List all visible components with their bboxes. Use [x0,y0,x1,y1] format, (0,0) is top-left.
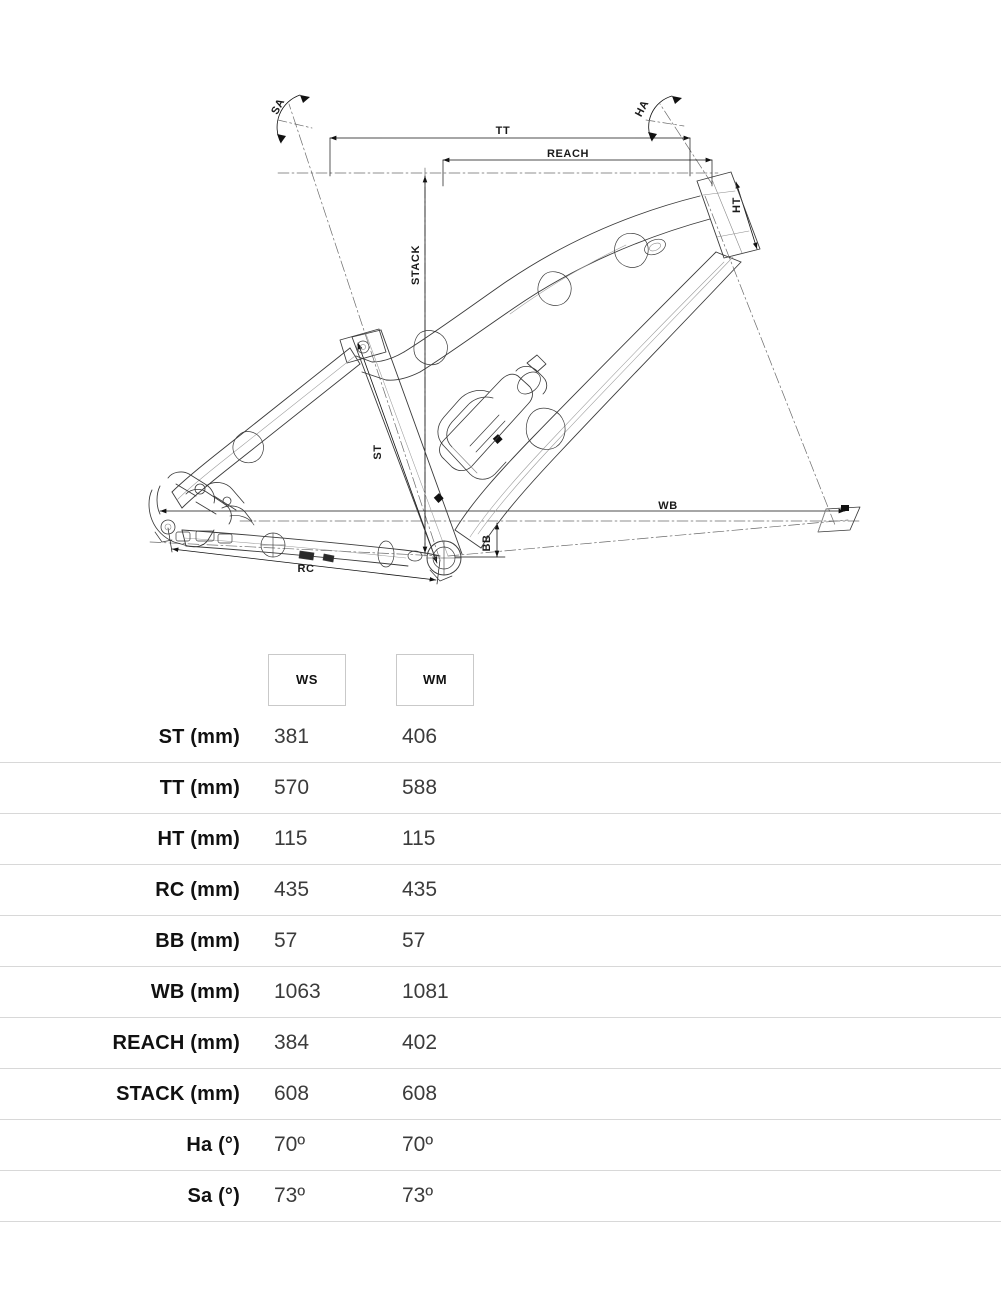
dimension-ht [736,182,757,249]
down-tube [434,252,741,548]
row-label-ha: Ha (°) [0,1120,268,1171]
row-trailing-cell [524,865,1001,916]
size-header-ws [268,640,396,712]
table-row [0,1069,1001,1120]
dim-label-ha: HA [633,98,652,119]
size-header-wm [396,640,524,712]
seat-tube [340,329,462,560]
row-trailing-cell [524,1120,1001,1171]
front-dropout [818,505,860,532]
geometry-table-head [0,640,1001,712]
cell-reach-wm: 402 [396,1018,524,1069]
cell-tt-wm: 588 [396,763,524,814]
cell-tt-ws: 570 [268,763,396,814]
table-row [0,967,1001,1018]
row-trailing-cell [524,1069,1001,1120]
dim-label-tt: TT [495,125,511,137]
dim-label-sa: SA [269,96,288,117]
bottom-bracket [427,541,461,581]
row-trailing-cell [524,814,1001,865]
frame-drawing-svg [0,0,1001,640]
table-row [0,916,1001,967]
header-spacer [0,640,268,712]
table-row [0,814,1001,865]
cell-ha-ws: 70º [268,1120,396,1171]
row-trailing-cell [524,763,1001,814]
row-trailing-cell [524,1018,1001,1069]
cell-wb-wm: 1081 [396,967,524,1018]
cell-bb-ws: 57 [268,916,396,967]
dim-label-bb: BB [481,534,493,552]
table-row [0,865,1001,916]
chain-stay [182,530,440,567]
cell-ha-wm: 70º [396,1120,524,1171]
cell-ht-wm: 115 [396,814,524,865]
dim-label-stack: STACK [410,244,422,286]
cell-wb-ws: 1063 [268,967,396,1018]
cell-sa-ws: 73º [268,1171,396,1222]
dim-label-wb: WB [658,500,678,512]
cell-reach-ws: 384 [268,1018,396,1069]
dim-label-reach: REACH [546,148,590,160]
row-label-ht: HT (mm) [0,814,268,865]
dim-label-rc: RC [297,563,315,575]
cell-st-wm: 406 [402,725,438,748]
bottle-and-cage [438,355,547,479]
row-trailing-cell [524,967,1001,1018]
rear-dropout-detail [149,472,254,547]
geometry-table [0,640,1001,1222]
table-row [0,1018,1001,1069]
header-trailing-spacer [524,640,1001,712]
geometry-table-body [0,712,1001,1222]
dim-label-ht: HT [731,197,743,213]
geometry-table-wrapper [0,640,1001,1222]
row-label-tt: TT (mm) [0,763,268,814]
cell-ht-ws: 115 [268,814,396,865]
head-tube [697,172,760,258]
cell-st-ws: 381 [274,725,310,748]
row-label-reach: REACH (mm) [0,1018,268,1069]
row-label-rc: RC (mm) [0,865,268,916]
table-row [0,712,1001,763]
cell-stack-wm: 608 [396,1069,524,1120]
size-header-row [0,640,1001,712]
cell-rc-wm: 435 [396,865,524,916]
row-label-stack: STACK (mm) [0,1069,268,1120]
size-badge-ws: WS [268,654,346,706]
table-row [0,763,1001,814]
row-trailing-cell [524,916,1001,967]
top-tube [356,196,710,380]
cell-bb-wm: 57 [396,916,524,967]
size-badge-wm: WM [396,654,474,706]
construction-lines [150,104,862,560]
row-trailing-cell [524,1171,1001,1222]
row-trailing-cell [524,712,1001,763]
dimension-tt [330,138,690,176]
dim-label-st: ST [372,444,384,460]
row-label-sa: Sa (°) [0,1171,268,1222]
angle-arc-ha [646,96,684,141]
cell-rc-ws: 435 [268,865,396,916]
table-row [0,1120,1001,1171]
dimension-bb [455,523,505,557]
cell-sa-wm: 73º [396,1171,524,1222]
table-row [0,1171,1001,1222]
row-label-wb: WB (mm) [0,967,268,1018]
row-label-st: ST (mm) [158,725,240,748]
row-label-bb: BB (mm) [0,916,268,967]
cell-stack-ws: 608 [268,1069,396,1120]
frame-geometry-diagram [0,0,1001,640]
